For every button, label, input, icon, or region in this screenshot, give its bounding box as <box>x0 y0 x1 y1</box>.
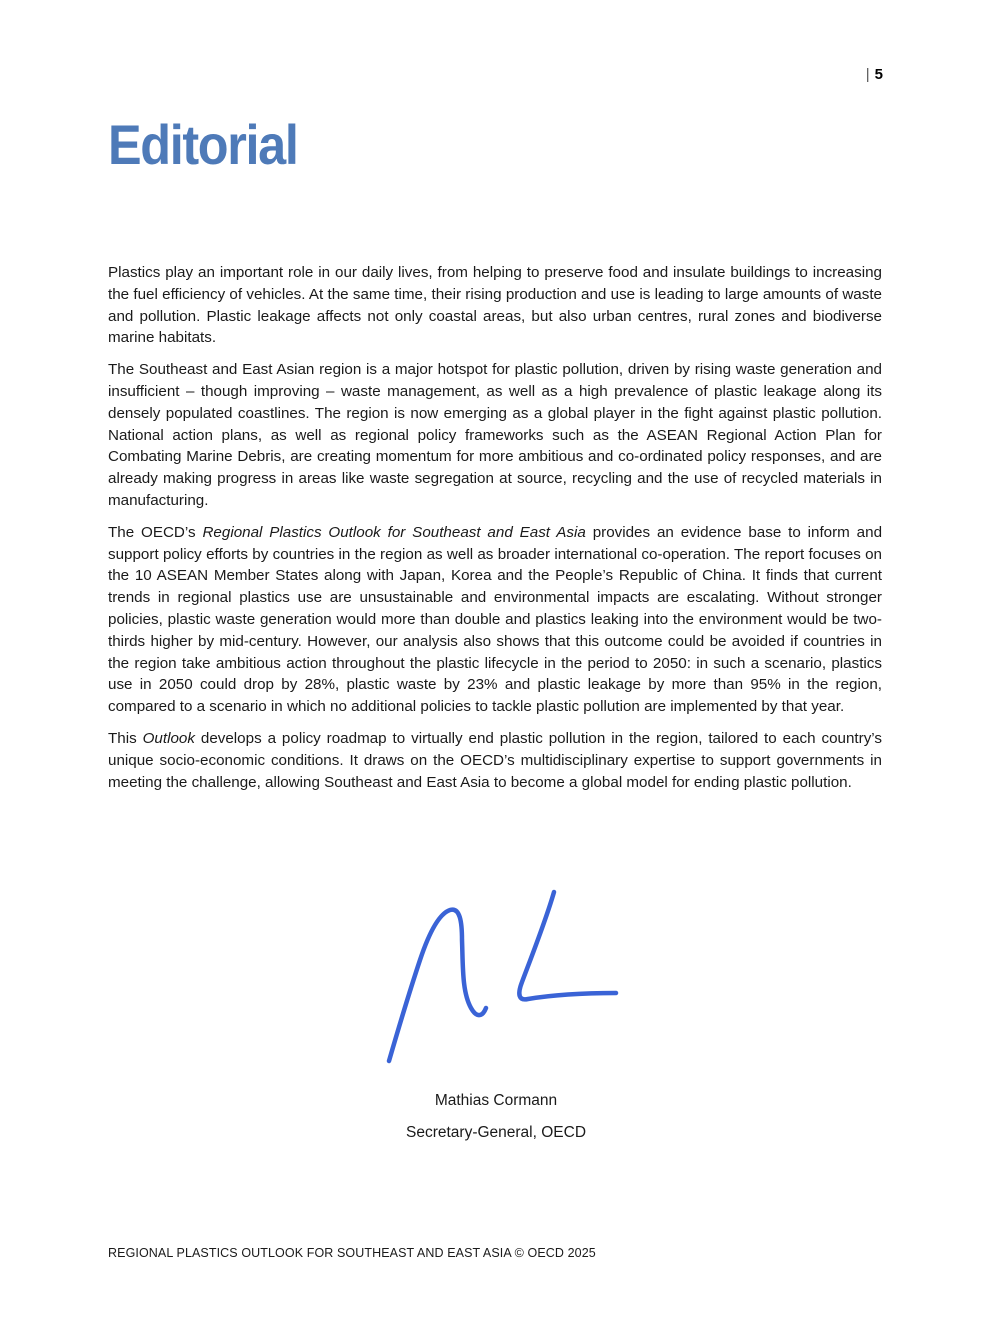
page-footer: REGIONAL PLASTICS OUTLOOK FOR SOUTHEAST AND EAST ASIA © OECD 2025 <box>108 1246 596 1260</box>
paragraph-1: Plastics play an important role in our daily lives, from helping to preserve food and insulate buildings to increasing the fuel efficiency of vehicles. At the same time, their rising production and use is leading to large amounts of waste and pollution. Plastic leakage affects not only coastal areas, but also urban centres, rural zones and biodiverse marine habitats. <box>108 264 882 347</box>
page-number: 5 <box>874 66 883 83</box>
signature-stroke-second <box>519 892 616 999</box>
signature-stroke-first <box>389 910 486 1061</box>
paragraph-3-start: The OECD’s <box>108 523 203 541</box>
paragraph-4 <box>108 728 882 793</box>
paragraph-4-start: This <box>108 729 143 747</box>
paragraph-4-rest: develops a policy roadmap to virtually end plastic pollution in the region, tailored to each country’s unique socio-economic conditions. It draws on the OECD’s multidisciplinary expertise to support governments in meeting the challenge, allowing Southeast and East Asia to become a global model for ending plastic pollution. <box>108 729 882 791</box>
report-title-italic: Regional Plastics Outlook for Southeast and East Asia <box>202 523 586 541</box>
paragraph-3 <box>108 522 882 718</box>
paragraph-2: The Southeast and East Asian region is a major hotspot for plastic pollution, driven by rising waste generation and insufficient – though improving – waste management, as well as a high prevalence of plastic leakage along its densely populated coastlines. The region is now emerging as a global player in the fight against plastic pollution. National action plans, as well as regional policy frameworks such as the ASEAN Regional Action Plan for Combating Marine Debris, are creating momentum for more ambitious and co-ordinated policy responses, and are already making progress in areas like waste segregation at source, recycling and the use of recycled materials in manufacturing. <box>108 361 882 509</box>
page-title: Editorial <box>108 113 298 176</box>
outlook-italic: Outlook <box>142 729 195 747</box>
signature-image <box>376 880 632 1072</box>
signer-name: Mathias Cormann <box>434 1092 558 1109</box>
header-separator: | <box>865 66 870 83</box>
page-header <box>866 66 883 83</box>
editorial-body <box>108 262 882 803</box>
signer-role: Secretary-General, OECD <box>405 1124 587 1141</box>
paragraph-3-rest: provides an evidence base to inform and support policy efforts by countries in the region as well as broader international co-operation. The report focuses on the 10 ASEAN Member States along with Japan, Korea and the People’s Republic of China. It finds that current trends in regional plastics use are unsustainable and environmental impacts are escalating. Without stronger policies, plastic waste generation would more than double and plastics leaking into the environment would be two-thirds higher by mid-century. However, our analysis also shows that this outcome could be avoided if countries in the region take ambitious action throughout the plastic lifecycle in the period to 2050: in such a scenario, plastics use in 2050 could drop by 28%, plastic waste by 23% and plastic leakage by more than 95% in the region, compared to a scenario in which no additional policies to tackle plastic pollution are implemented by that year. <box>108 523 883 716</box>
